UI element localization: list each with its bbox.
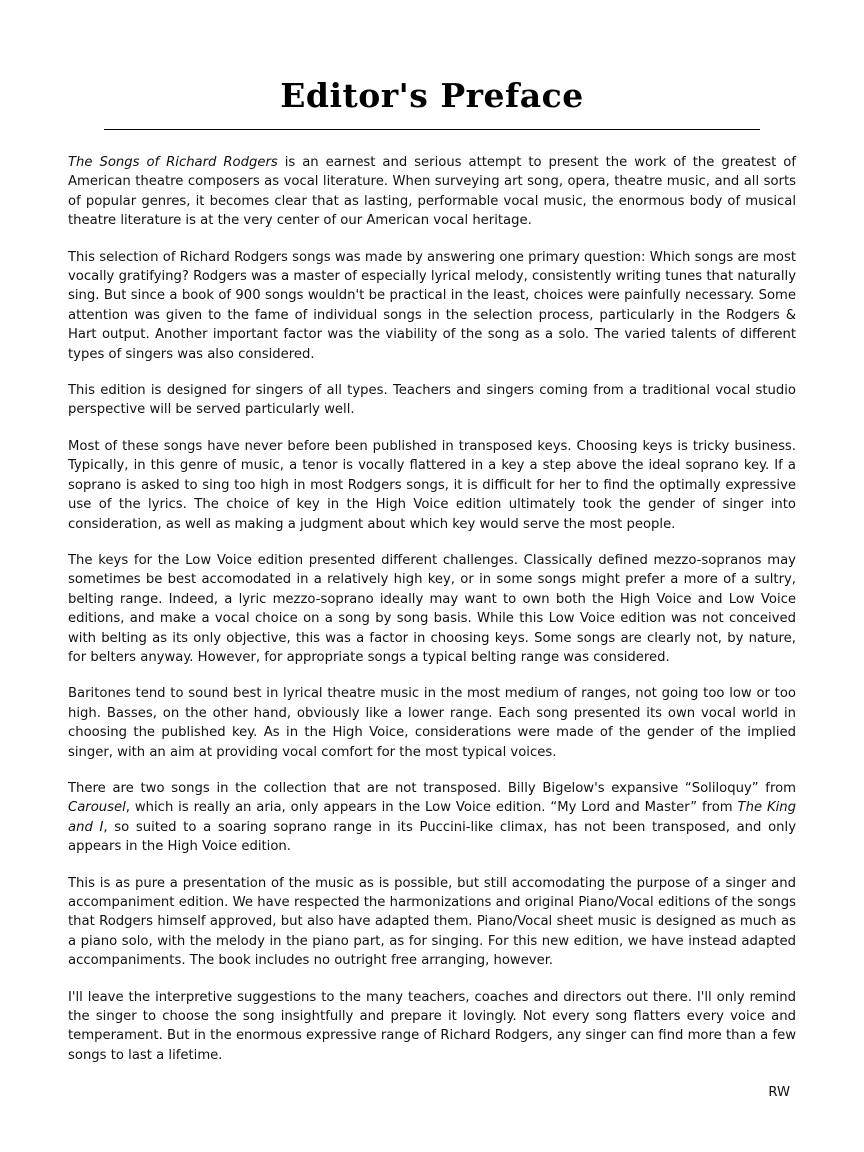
body-text: , so suited to a soaring soprano range in its Puccini-like climax, has not been transposed, and only appears in the High Voice edition. — [68, 819, 796, 855]
page-title: Editor's Preface — [280, 76, 584, 115]
paragraph-p6 — [68, 684, 796, 762]
paragraph-p2 — [68, 248, 796, 364]
body-text: I'll leave the interpretive suggestions to the many teachers, coaches and directors out there. I'll only remind the singer to choose the song insightfully and prepare it lovingly. Not every song flatters every voice and temperament. But in the enormous expressive range of Richard Rodgers, any singer can find more than a few songs to last a lifetime. — [68, 989, 796, 1063]
paragraph-p8 — [68, 874, 796, 971]
body-text: Baritones tend to sound best in lyrical theatre music in the most medium of ranges, not going too low or too high. Basses, on the other hand, obviously like a lower range. Each song presented its own vocal world in choosing the published key. As in the High Voice, considerations were made of the gender of the implied singer, with an aim at providing vocal comfort for the most typical voices. — [68, 686, 796, 760]
paragraph-p4 — [68, 437, 796, 534]
body-text: , which is really an aria, only appears in the Low Voice edition. “My Lord and Master” from — [125, 800, 738, 816]
body-text: There are two songs in the collection that are not transposed. Billy Bigelow's expansive “Soliloquy” from — [68, 780, 796, 796]
body-text: This selection of Richard Rodgers songs was made by answering one primary question: Which songs are most vocally gratifying? Rodgers was a master of especially lyrical melody, consistently writing tunes that naturally sing. But since a book of 900 songs wouldn't be practical in the least, choices were painfully necessary. Some attention was given to the fame of individual songs in the selection process, particularly in the Rodgers & Hart output. Another important factor was the viability of the song as a solo. The varied talents of different types of singers was also considered. — [68, 249, 796, 362]
body-text: Most of these songs have never before been published in transposed keys. Choosing keys is tricky business. Typically, in this genre of music, a tenor is vocally flattered in a key a step above the ideal soprano key. If a soprano is asked to sing too high in most Rodgers songs, it is difficult for her to find the optimally expressive use of the lyrics. The choice of key in the High Voice edition ultimately took the gender of singer into consideration, as well as making a judgment about which key would serve the most people. — [68, 438, 796, 532]
paragraph-p1 — [68, 153, 796, 231]
paragraph-p9 — [68, 988, 796, 1066]
paragraph-p3 — [68, 381, 796, 420]
paragraph-p5 — [68, 551, 796, 667]
title-italic-text: The King and I — [68, 800, 796, 835]
paragraph-p7 — [68, 779, 796, 857]
body-text: This is as pure a presentation of the music as is possible, but still accomodating the purpose of a singer and accompaniment edition. We have respected the harmonizations and original Piano/Vocal editions of the songs that Rodgers himself approved, but also have adapted them. Piano/Vocal sheet music is designed as much as a piano solo, with the melody in the piano part, as for singing. For this new edition, we have instead adapted accompaniments. The book includes no outright free arranging, however. — [68, 875, 796, 969]
body-text: is an earnest and serious attempt to present the work of the greatest of American theatre composers as vocal literature. When surveying art song, opera, theatre music, and all sorts of popular genres, it becomes clear that as lasting, performable vocal music, the enormous body of musical theatre literature is at the very center of our American vocal heritage. — [68, 155, 797, 229]
title-italic-text: The Songs of Richard Rodgers — [68, 155, 278, 170]
title-divider — [104, 129, 760, 130]
body-text: This edition is designed for singers of all types. Teachers and singers coming from a traditional vocal studio perspective will be served particularly well. — [68, 383, 796, 418]
preface-body — [68, 153, 796, 1065]
body-text: The keys for the Low Voice edition presented different challenges. Classically defined mezzo-sopranos may sometimes be best accomodated in a relatively high key, or in some songs might prefer a more of a sultry, belting range. Indeed, a lyric mezzo-soprano ideally may want to own both the High Voice and Low Voice editions, and make a vocal choice on a song by song basis. While this Low Voice edition was not conceived with belting as its only objective, this was a factor in choosing keys. Some songs are clearly not, by nature, for belters anyway. However, for appropriate songs a typical belting range was considered. — [68, 552, 796, 665]
title-italic-text: Carousel — [68, 800, 126, 816]
editor-initials: RW — [768, 1085, 790, 1101]
